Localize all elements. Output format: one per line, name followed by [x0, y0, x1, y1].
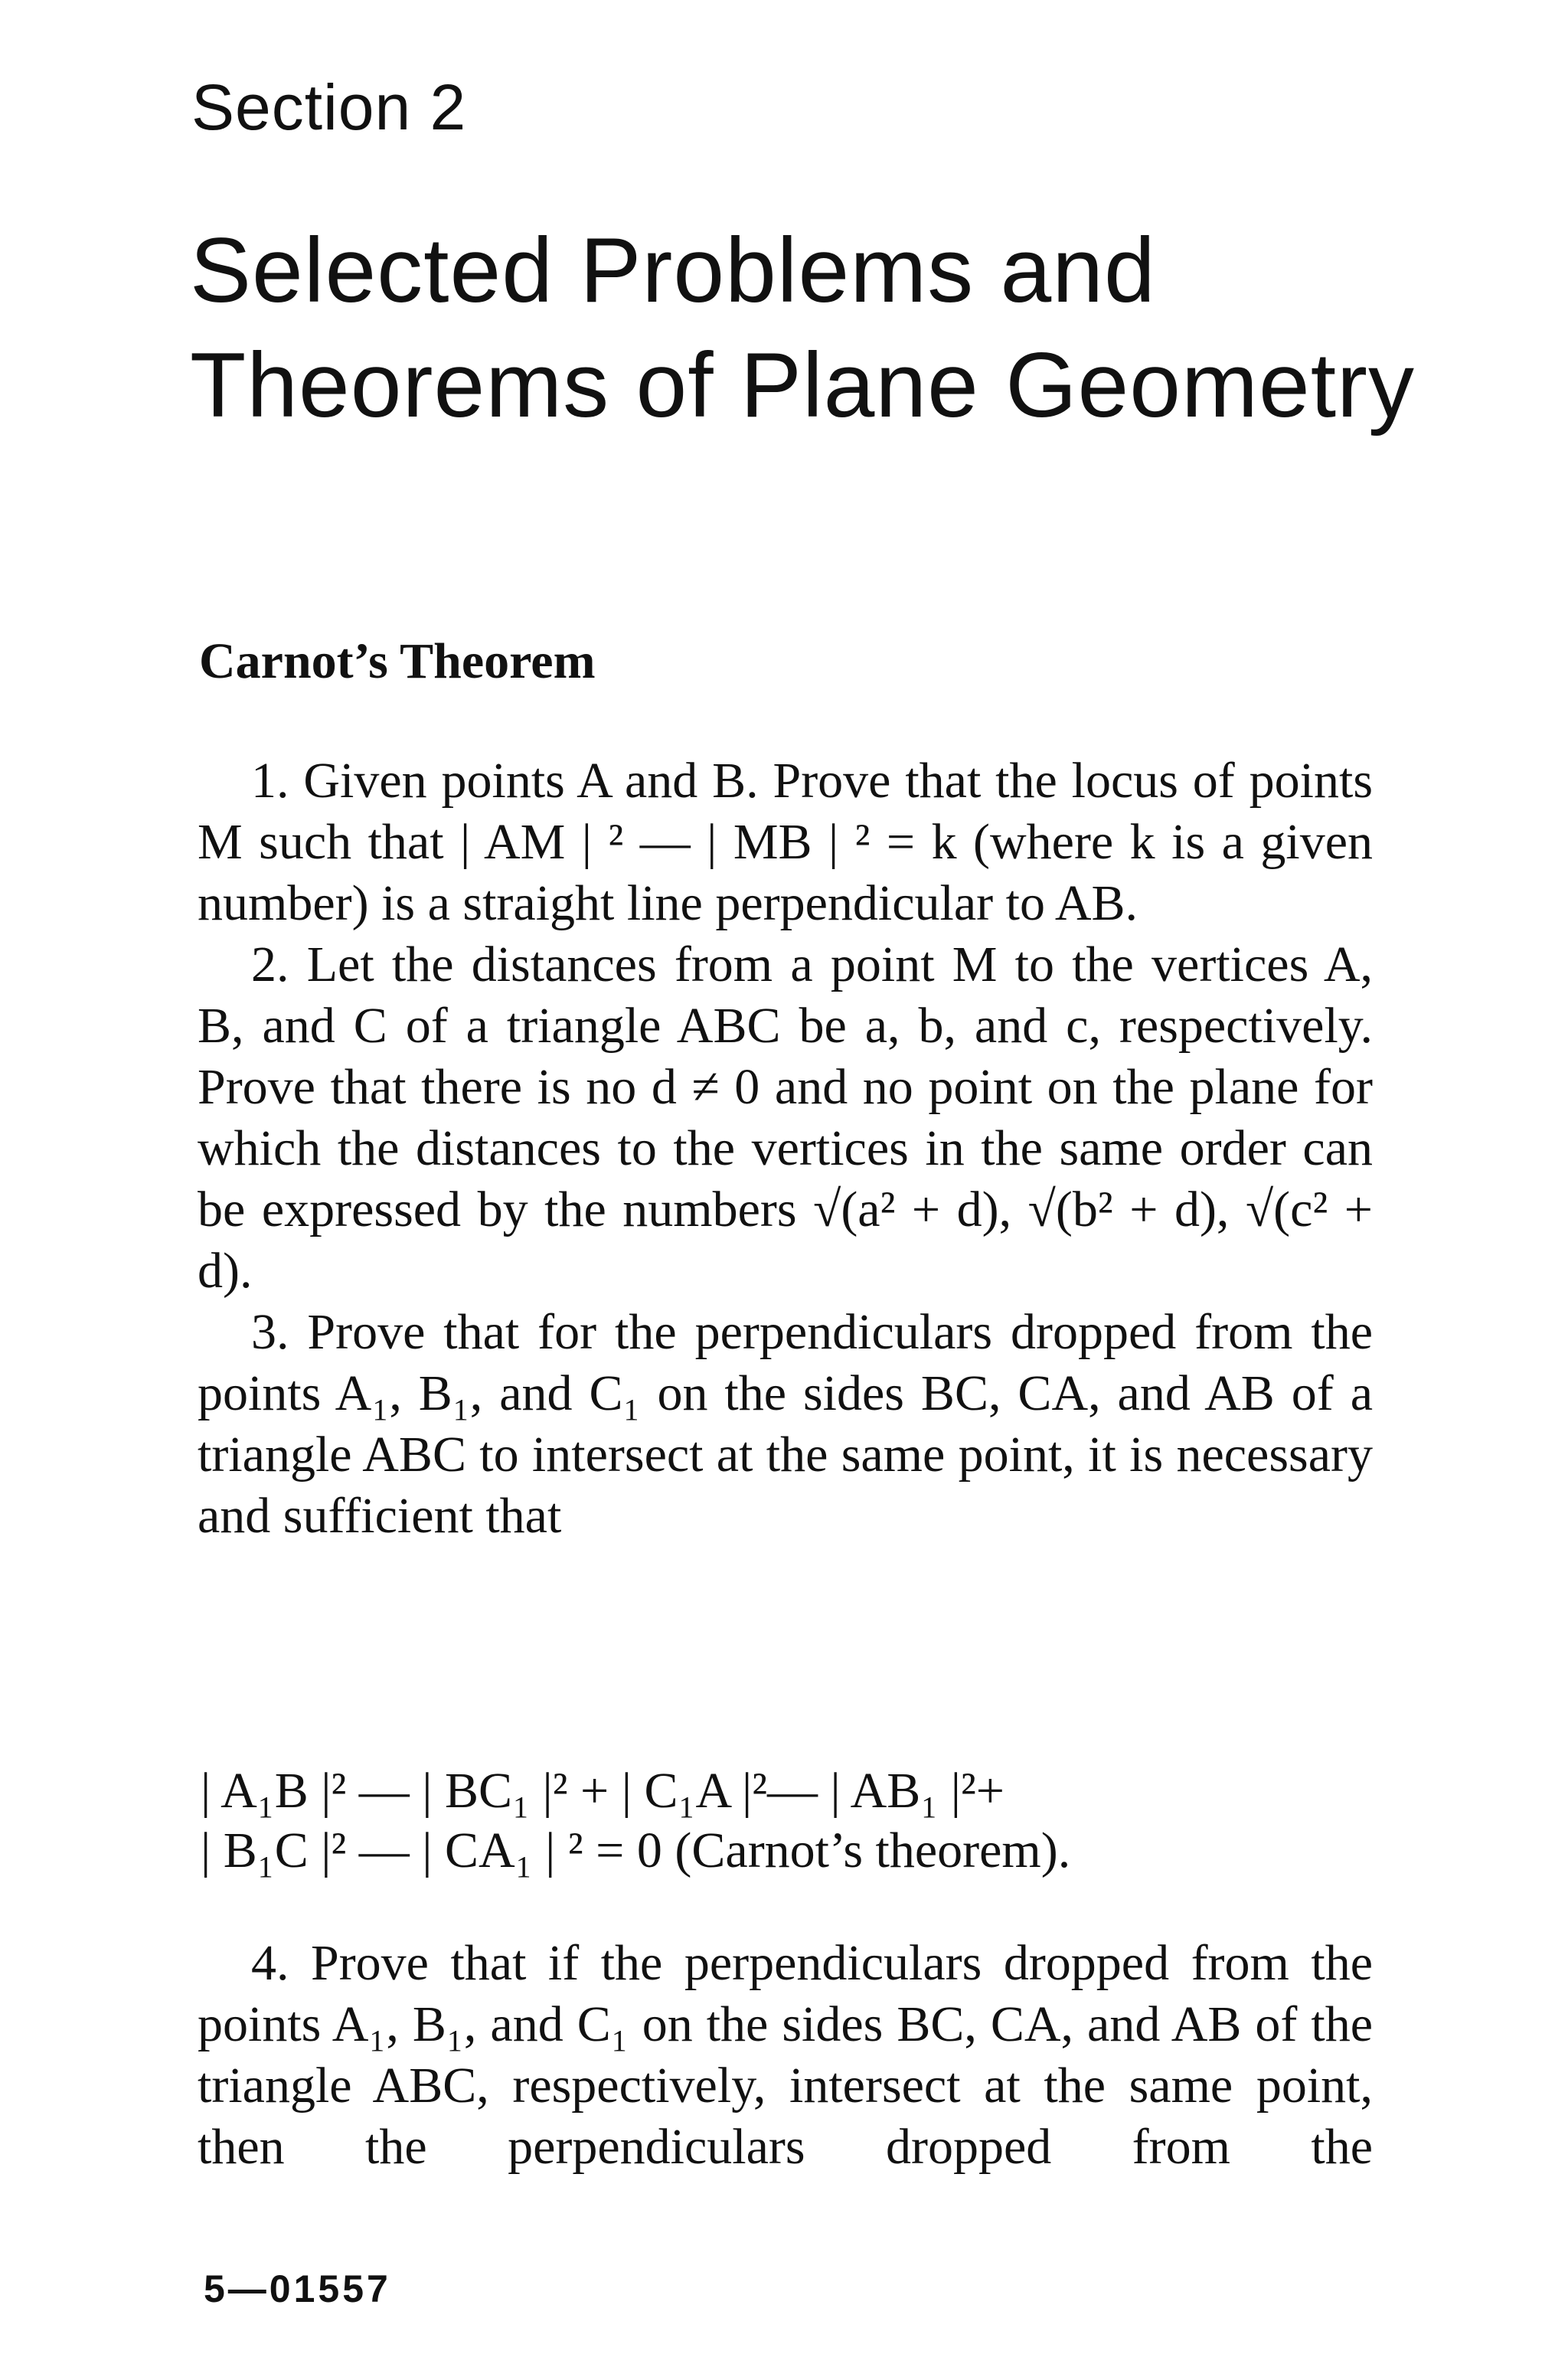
chapter-title-line-2: Theorems of Plane Geometry	[190, 334, 1416, 436]
problems-block	[198, 750, 1373, 1547]
problem-3: 3. Prove that for the perpendiculars dropped from the points A₁, B₁, and C₁ on the sides BC, CA, and AB of a triangle ABC to intersect at the same point, it is necessary and sufficient that	[198, 1304, 1373, 1544]
equation-line-2: | B₁C |² — | CA₁ | ² = 0 (Carnot’s theorem).	[201, 1823, 1071, 1878]
problem-4: 4. Prove that if the perpendiculars dropped from the points A₁, B₁, and C₁ on the sides BC, CA, and AB of the triangle ABC, respectively, intersect at the same point, then the perpendiculars dropped from the	[198, 1935, 1373, 2175]
problem-1: 1. Given points A and B. Prove that the locus of points M such that | AM | ² — | MB | ² = k (where k is a given number) is a straight line perpendicular to AB.	[198, 753, 1373, 931]
carnot-equation	[201, 1761, 1372, 1881]
signature-mark: 5—01557	[204, 2267, 391, 2310]
chapter-title-line-1: Selected Problems and	[190, 219, 1156, 322]
section-label: Section 2	[191, 71, 467, 143]
chapter-title	[190, 213, 1415, 443]
subheading: Carnot’s Theorem	[199, 633, 596, 689]
problem-4-block	[198, 1933, 1373, 2178]
equation-line-1: | A₁B |² — | BC₁ |² + | C₁A |²— | AB₁ |²+	[201, 1763, 1005, 1819]
problem-2: 2. Let the distances from a point M to the vertices A, B, and C of a triangle ABC be a, b, and c, respectively. Prove that there is no d ≠ 0 and no point on the plane for which the distances to the vertices in the same order can be expressed by the numbers √(a² + d), √(b² + d), √(c² + d).	[198, 937, 1373, 1299]
